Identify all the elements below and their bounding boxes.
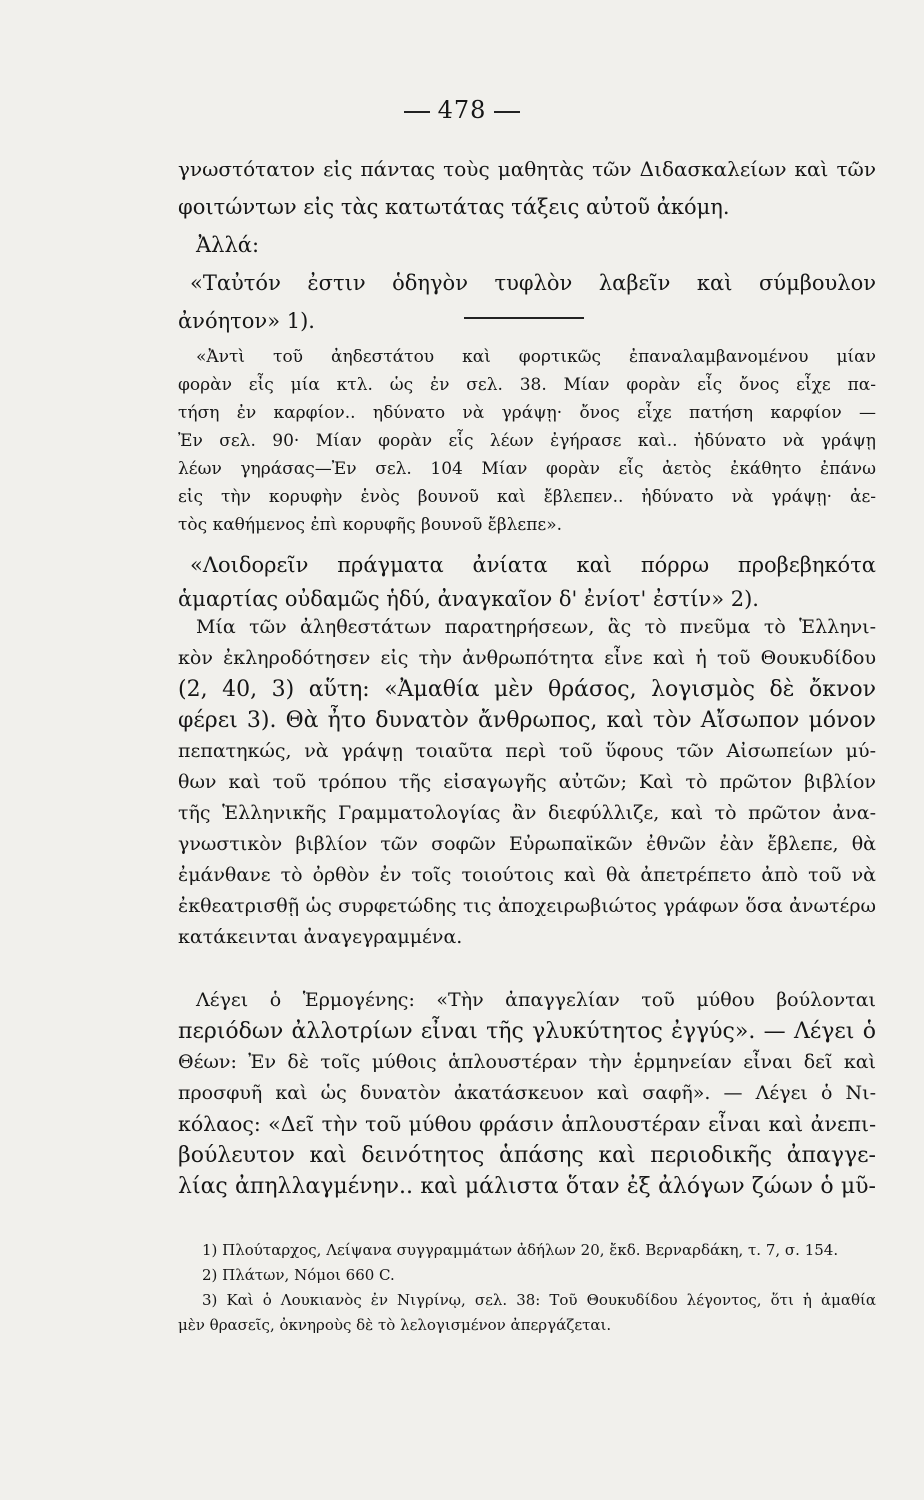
text-line: τὸς καθήμενος ἐπὶ κορυφῆς βουνοῦ ἔβλεπε». xyxy=(178,515,563,535)
text-line: «Λοιδορεῖν πράγματα ἀνίατα καὶ πόρρω προβεβηκότα xyxy=(190,553,876,577)
footnote: 2) Πλάτων, Νόμοι 660 C. xyxy=(202,1266,395,1284)
footnotes xyxy=(178,1238,876,1338)
paragraph-hermogenes xyxy=(178,985,876,1202)
text-line: Μία τῶν ἀληθεστάτων παρατηρήσεων, ἃς τὸ πνεῦμα τὸ Ἑλληνι- xyxy=(196,616,876,638)
text-line: ἁμαρτίας οὐδαμῶς ἡδύ, ἀναγκαῖον δ' ἐνίοτ' ἐστίν» 2). xyxy=(178,587,759,611)
text-line: τήση ἐν καρφίον.. ηδύνατο νὰ γράψῃ· ὄνος εἶχε πατήση καρφίον — xyxy=(178,403,876,423)
text-line: ἐκθεατρισθῇ ὡς συρφετώδης τις ἀποχειρωβιώτος γράφων ὅσα ἀνωτέρω xyxy=(178,895,876,917)
text-line: Ἐν σελ. 90· Μίαν φορὰν εἷς λέων ἐγήρασε καὶ.. ἠδύνατο νὰ γράψῃ xyxy=(178,431,876,451)
text-line: κόλαος: «Δεῖ τὴν τοῦ μύθου φράσιν ἁπλουστέραν εἶναι καὶ ἀνεπι- xyxy=(178,1112,876,1136)
text-line: «Ἀντὶ τοῦ ἀηδεστάτου καὶ φορτικῶς ἐπαναλαμβανομένου μίαν xyxy=(196,347,876,367)
footnote: 1) Πλούταρχος, Λείψανα συγγραμμάτων ἀδήλων 20, ἔκδ. Βερναρδάκη, τ. 7, σ. 154. xyxy=(202,1241,839,1259)
text-line: λίας ἀπηλλαγμένην.. καὶ μάλιστα ὅταν ἐξ ἀλόγων ζώων ὁ μῦ- xyxy=(178,1174,876,1199)
text-line: τῆς Ἑλληνικῆς Γραμματολογίας ἂν διεφύλλιζε, καὶ τὸ πρῶτον ἀνα- xyxy=(178,802,876,824)
text-line: λέων γηράσας—Ἐν σελ. 104 Μίαν φορὰν εἷς ἀετὸς ἐκάθητο ἐπάνω xyxy=(178,459,876,479)
text-line: (2, 40, 3) αὕτη: «Ἀμαθία μὲν θράσος, λογισμὸς δὲ ὄκνον xyxy=(178,677,876,702)
text-line: βούλευτον καὶ δεινότητος ἁπάσης καὶ περιοδικῆς ἀπαγγε- xyxy=(178,1143,876,1168)
text-line: Λέγει ὁ Ἑρμογένης: «Τὴν ἀπαγγελίαν τοῦ μύθου βούλονται xyxy=(196,989,876,1011)
text-line: Ἀλλά: xyxy=(196,233,260,257)
text-line: «Ταὐτόν ἐστιν ὁδηγὸν τυφλὸν λαβεῖν καὶ σύμβουλον xyxy=(190,271,876,295)
text-line: κὸν ἐκληροδότησεν εἰς τὴν ἀνθρωπότητα εἶνε καὶ ἡ τοῦ Θουκυδίδου xyxy=(178,647,876,669)
verse-quote xyxy=(178,548,876,616)
page-number: 478 xyxy=(0,96,924,124)
paragraph-thucydides xyxy=(178,612,876,953)
text-line: εἰς τὴν κορυφὴν ἑνὸς βουνοῦ καὶ ἔβλεπεν.. ἠδύνατο νὰ γράψῃ· ἀε- xyxy=(178,487,876,507)
text-line: ἐμάνθανε τὸ ὀρθὸν ἐν τοῖς τοιούτοις καὶ θὰ ἀπετρέπετο ἀπὸ τοῦ νὰ xyxy=(178,864,876,886)
text-line: θων καὶ τοῦ τρόπου τῆς εἰσαγωγῆς αὐτῶν; Καὶ τὸ πρῶτον βιβλίον xyxy=(178,771,876,793)
section-divider xyxy=(464,317,584,319)
text-line: γνωστότατον εἰς πάντας τοὺς μαθητὰς τῶν Διδασκαλείων καὶ τῶν xyxy=(178,157,876,181)
text-line: κατάκεινται ἀναγεγραμμένα. xyxy=(178,926,463,948)
text-line: Θέων: Ἐν δὲ τοῖς μύθοις ἁπλουστέραν τὴν ἑρμηνείαν εἶναι δεῖ καὶ xyxy=(178,1051,876,1073)
text-line: ἀνόητον» 1). xyxy=(178,309,315,333)
footnote: 3) Καὶ ὁ Λουκιανὸς ἐν Νιγρίνῳ, σελ. 38: Τοῦ Θουκυδίδου λέγοντος, ὅτι ἡ ἀμαθία xyxy=(202,1291,876,1309)
footnote-continuation: μὲν θρασεῖς, ὀκνηροὺς δὲ τὸ λελογισμένον ἀπεργάζεται. xyxy=(178,1316,612,1334)
text-line: γνωστικὸν βιβλίον τῶν σοφῶν Εὐρωπαϊκῶν ἐθνῶν ἐὰν ἔβλεπε, θὰ xyxy=(178,833,876,855)
top-paragraph xyxy=(178,150,876,340)
text-line: φέρει 3). Θὰ ἦτο δυνατὸν ἄνθρωπος, καὶ τὸν Αἴσωπον μόνον xyxy=(178,708,876,733)
quote-block xyxy=(178,343,876,539)
text-line: φορὰν εἶς μία κτλ. ὡς ἐν σελ. 38. Μίαν φορὰν εἶς ὄνος εἶχε πα- xyxy=(178,375,876,395)
text-line: περιόδων ἀλλοτρίων εἶναι τῆς γλυκύτητος ἐγγύς». — Λέγει ὁ xyxy=(178,1019,876,1044)
text-line: φοιτώντων εἰς τὰς κατωτάτας τάξεις αὐτοῦ ἀκόμη. xyxy=(178,195,730,219)
text-line: πεπατηκώς, νὰ γράψῃ τοιαῦτα περὶ τοῦ ὕφους τῶν Αἰσωπείων μύ- xyxy=(178,740,876,762)
text-line: προσφυῆ καὶ ὡς δυνατὸν ἀκατάσκευον καὶ σαφῆ». — Λέγει ὁ Νι- xyxy=(178,1082,876,1104)
